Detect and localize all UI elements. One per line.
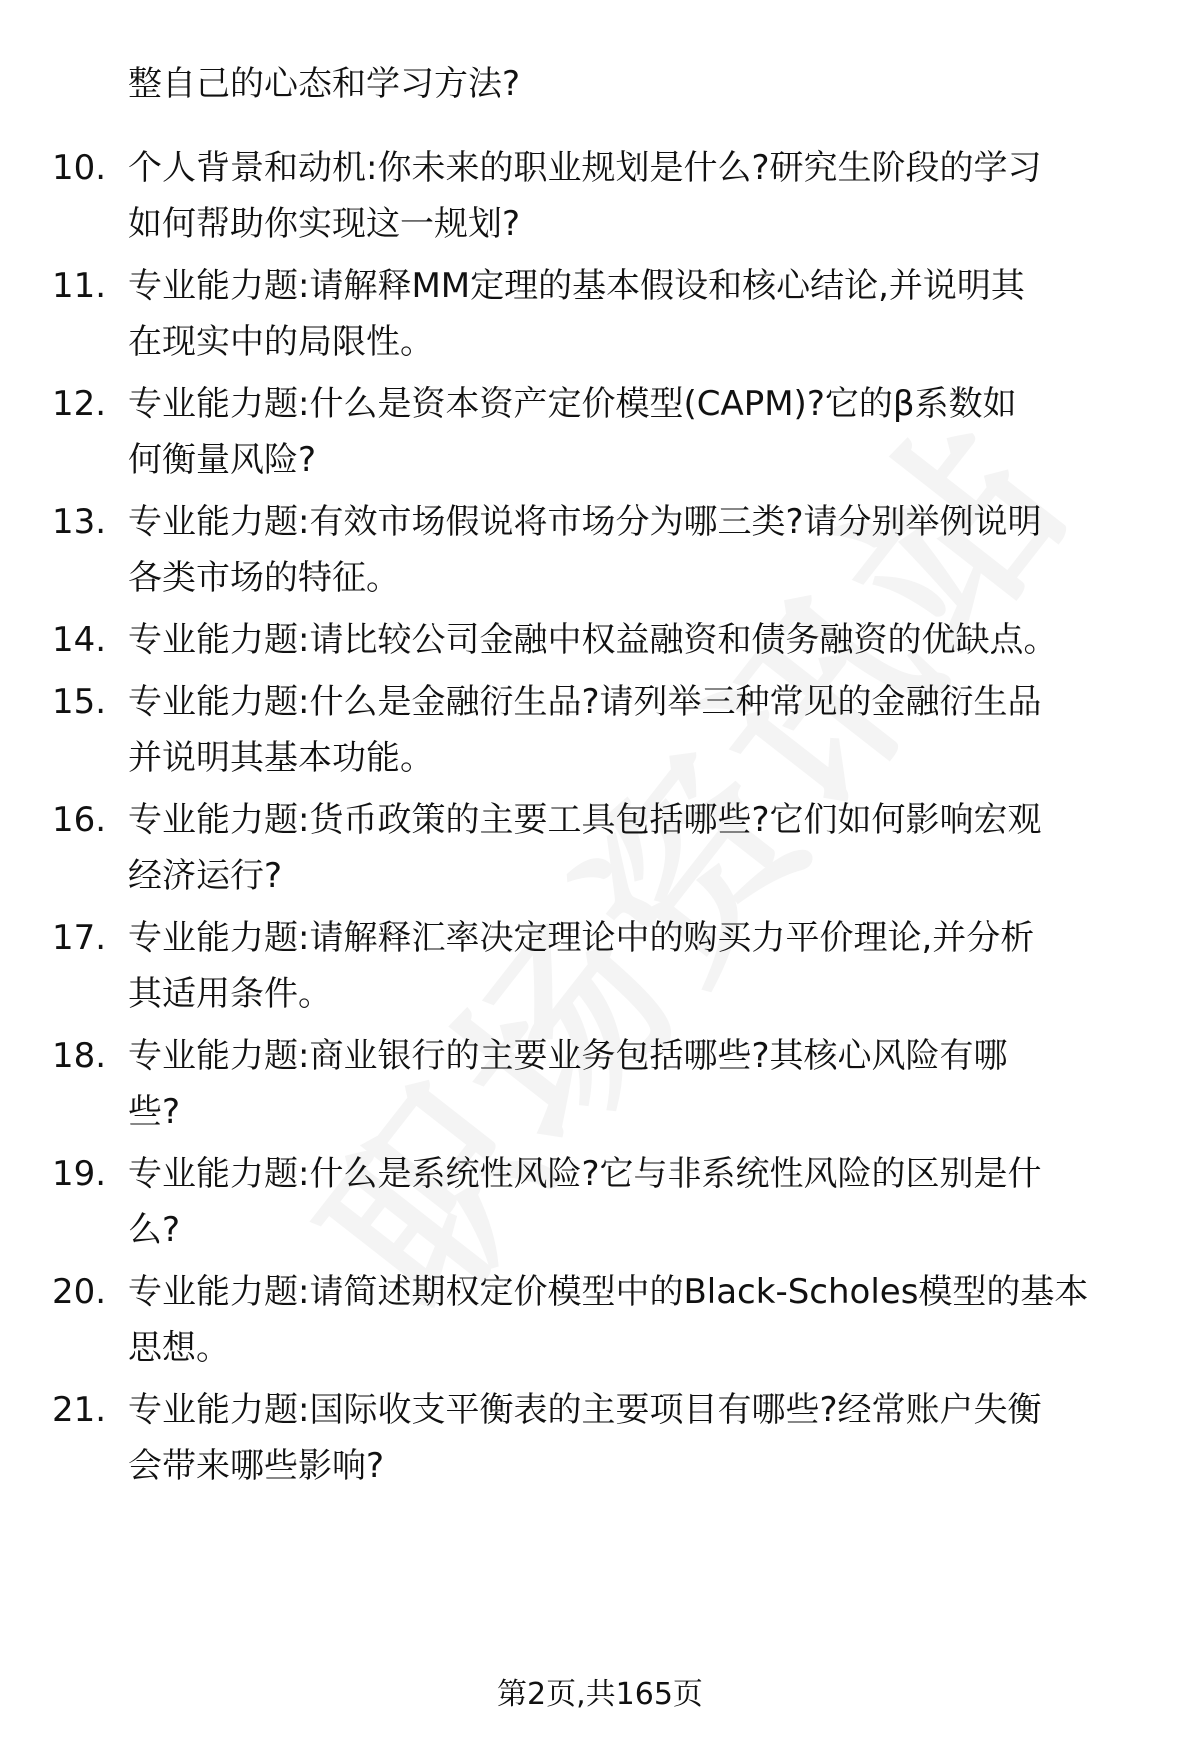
question-text bbox=[128, 612, 1168, 668]
question-text bbox=[128, 258, 1168, 370]
question-number: 12. bbox=[52, 384, 107, 424]
question-number: 14. bbox=[52, 620, 107, 660]
question-text-line: 专业能力题:国际收支平衡表的主要项目有哪些?经常账户失衡 bbox=[128, 1390, 1042, 1430]
question-text-line: 何衡量风险? bbox=[128, 440, 317, 480]
question-text-line: 专业能力题:请解释汇率决定理论中的购买力平价理论,并分析 bbox=[128, 918, 1035, 958]
question-number: 20. bbox=[52, 1272, 107, 1312]
question-text-line: 在现实中的局限性。 bbox=[128, 322, 434, 362]
question-text-line: 么? bbox=[128, 1210, 181, 1250]
question-text bbox=[128, 910, 1168, 1022]
question-text-line: 经济运行? bbox=[128, 856, 283, 896]
question-text-line: 专业能力题:请比较公司金融中权益融资和债务融资的优缺点。 bbox=[128, 620, 1058, 660]
question-number: 21. bbox=[52, 1390, 107, 1430]
question-text-line: 专业能力题:有效市场假说将市场分为哪三类?请分别举例说明 bbox=[128, 502, 1042, 542]
question-text bbox=[128, 1264, 1168, 1376]
question-text-line: 个人背景和动机:你未来的职业规划是什么?研究生阶段的学习 bbox=[128, 148, 1042, 188]
question-number: 11. bbox=[52, 266, 107, 306]
question-text-line: 专业能力题:什么是系统性风险?它与非系统性风险的区别是什 bbox=[128, 1154, 1042, 1194]
question-number: 19. bbox=[52, 1154, 107, 1194]
question-text-line: 专业能力题:请简述期权定价模型中的Black-Scholes模型的基本 bbox=[128, 1272, 1089, 1312]
continuation-line: 整自己的心态和学习方法? bbox=[128, 64, 521, 104]
question-number: 16. bbox=[52, 800, 107, 840]
question-text-line: 会带来哪些影响? bbox=[128, 1446, 385, 1486]
question-text bbox=[128, 140, 1168, 252]
question-number: 15. bbox=[52, 682, 107, 722]
question-text bbox=[128, 674, 1168, 786]
question-text-line: 专业能力题:商业银行的主要业务包括哪些?其核心风险有哪 bbox=[128, 1036, 1008, 1076]
question-text bbox=[128, 792, 1168, 904]
question-text-line: 并说明其基本功能。 bbox=[128, 738, 434, 778]
question-number: 13. bbox=[52, 502, 107, 542]
question-text-line: 专业能力题:什么是资本资产定价模型(CAPM)?它的β系数如 bbox=[128, 384, 1017, 424]
question-text bbox=[128, 1028, 1168, 1140]
question-text-line: 专业能力题:请解释MM定理的基本假设和核心结论,并说明其 bbox=[128, 266, 1025, 306]
question-text-line: 专业能力题:货币政策的主要工具包括哪些?它们如何影响宏观 bbox=[128, 800, 1042, 840]
question-text bbox=[128, 376, 1168, 488]
question-text bbox=[128, 1382, 1168, 1494]
question-number: 18. bbox=[52, 1036, 107, 1076]
question-text bbox=[128, 1146, 1168, 1258]
question-text-line: 如何帮助你实现这一规划? bbox=[128, 204, 521, 244]
question-text bbox=[128, 494, 1168, 606]
question-text-line: 各类市场的特征。 bbox=[128, 558, 400, 598]
question-text-line: 专业能力题:什么是金融衍生品?请列举三种常见的金融衍生品 bbox=[128, 682, 1042, 722]
question-text-line: 思想。 bbox=[128, 1328, 230, 1368]
page-footer: 第2页,共165页 bbox=[497, 1677, 703, 1712]
question-text-line: 些? bbox=[128, 1092, 181, 1132]
question-number: 17. bbox=[52, 918, 107, 958]
question-text-line: 其适用条件。 bbox=[128, 974, 332, 1014]
question-number: 10. bbox=[52, 148, 107, 188]
